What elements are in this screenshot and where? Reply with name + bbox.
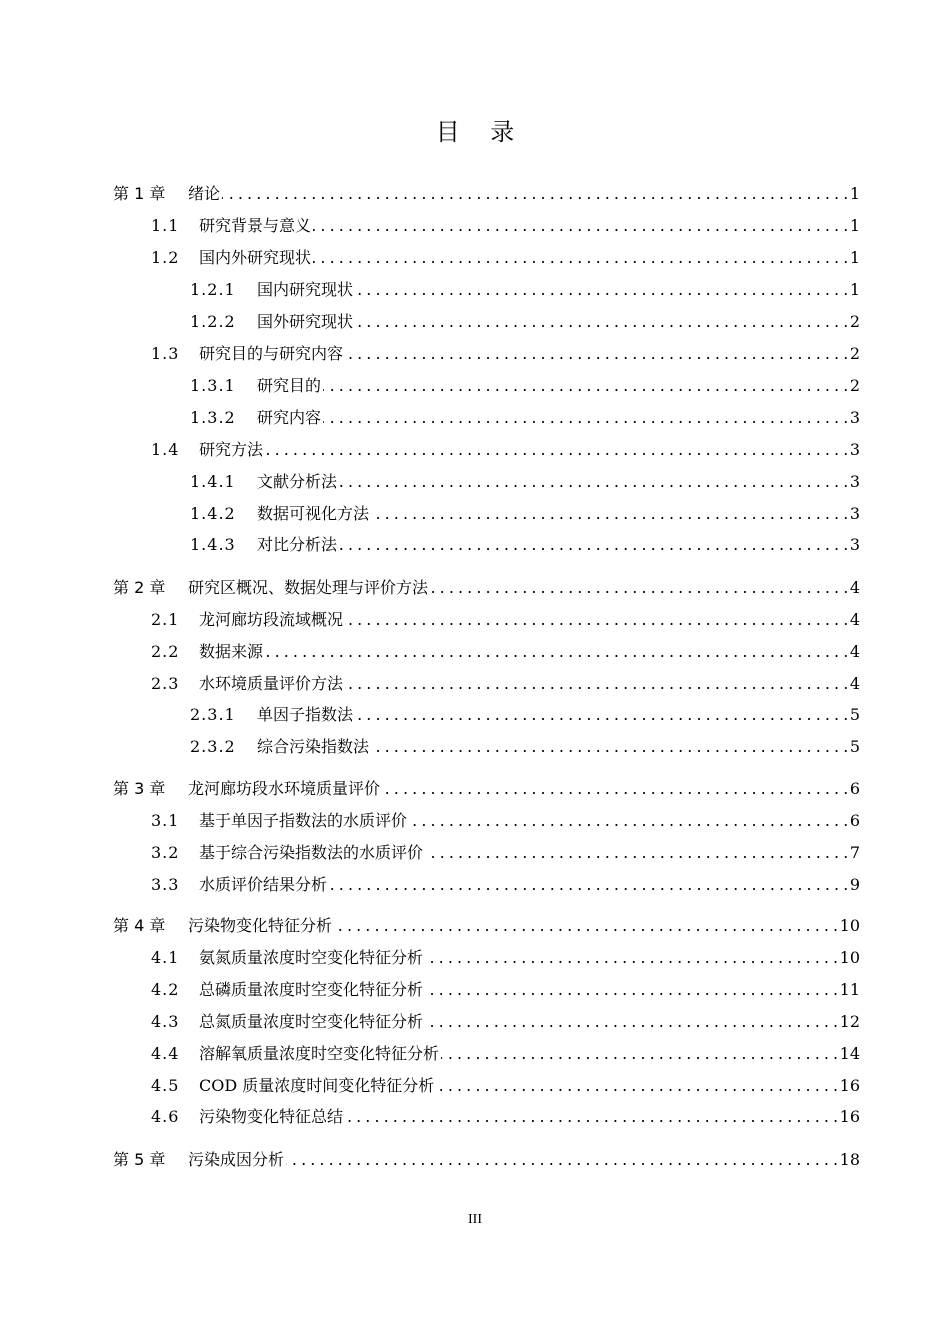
toc-entry-title: 对比分析法: [257, 535, 338, 554]
toc-entry-number: 1.3.1: [190, 376, 236, 395]
toc-dot-leader: [339, 529, 848, 561]
toc-dot-leader: [334, 910, 838, 942]
toc-entry-title: 文献分析法: [257, 472, 338, 491]
toc-entry-page-number: 6: [849, 811, 860, 830]
toc-entry-title: 绪论: [188, 184, 221, 203]
toc-entry[interactable]: [113, 1101, 860, 1133]
toc-entry-number: 1.4.1: [190, 472, 236, 491]
toc-entry[interactable]: [113, 306, 860, 338]
toc-entry-title: 龙河廊坊段水环境质量评价: [188, 779, 381, 798]
toc-entry-number: 1.2.1: [190, 280, 236, 299]
toc-entry-page-number: 2: [849, 376, 860, 395]
toc-entry-page-number: 2: [849, 344, 860, 363]
toc-entry-title: 总磷质量浓度时空变化特征分析: [199, 980, 424, 999]
toc-dot-leader: [425, 1006, 838, 1038]
toc-entry-page-number: 9: [849, 875, 860, 894]
toc-entry-number: 3.3: [151, 875, 180, 894]
toc-entry-number: 4.3: [151, 1012, 180, 1031]
toc-dot-leader: [441, 1038, 838, 1070]
toc-entry-number: 2.2: [151, 642, 180, 661]
toc-entry[interactable]: [113, 274, 860, 306]
toc-entry-title: 龙河廊坊段流域概况: [199, 610, 344, 629]
toc-entry-page-number: 3: [849, 408, 860, 427]
toc-entry-number: 1.4: [151, 440, 180, 459]
toc-entry-number: 第 3 章: [113, 779, 166, 798]
toc-dot-leader: [345, 604, 848, 636]
toc-entry-number: 4.5: [151, 1076, 180, 1095]
toc-entry-page-number: 1: [849, 216, 860, 235]
toc-entry-page-number: 5: [849, 705, 860, 724]
toc-entry-page-number: 7: [849, 843, 860, 862]
toc-dot-leader: [345, 338, 848, 370]
toc-entry-number: 3.2: [151, 843, 180, 862]
toc-entry-page-number: 12: [839, 1012, 860, 1031]
toc-dot-leader: [382, 773, 848, 805]
toc-entry-page-number: 1: [849, 248, 860, 267]
toc-entry[interactable]: [113, 974, 860, 1006]
toc-entry-title: 总氮质量浓度时空变化特征分析: [199, 1012, 424, 1031]
toc-dot-leader: [323, 402, 848, 434]
toc-entry[interactable]: [113, 210, 860, 242]
toc-entry[interactable]: [113, 636, 860, 668]
toc-entry-title: 氨氮质量浓度时空变化特征分析: [199, 948, 424, 967]
toc-entry-title: 国外研究现状: [257, 312, 354, 331]
toc-dot-leader: [345, 1101, 838, 1133]
toc-dot-leader: [222, 178, 848, 210]
toc-entry-page-number: 11: [839, 980, 860, 999]
toc-entry[interactable]: [113, 869, 860, 901]
toc-dot-leader: [355, 699, 848, 731]
toc-entry-title: 单因子指数法: [257, 705, 354, 724]
toc-entry[interactable]: [113, 668, 860, 700]
toc-entry[interactable]: [113, 1144, 860, 1176]
toc-dot-leader: [355, 274, 848, 306]
toc-dot-leader: [409, 805, 848, 837]
table-of-contents: [113, 0, 860, 1344]
toc-entry-title: 基于单因子指数法的水质评价: [199, 811, 408, 830]
toc-dot-leader: [430, 572, 848, 604]
toc-entry-title: 污染物变化特征总结: [199, 1107, 344, 1126]
toc-entry-number: 1.2: [151, 248, 180, 267]
toc-entry-page-number: 16: [839, 1107, 860, 1126]
toc-entry-page-number: 1: [849, 184, 860, 203]
toc-entry-page-number: 10: [839, 948, 860, 967]
page-title: 目 录: [435, 118, 515, 146]
toc-entry[interactable]: [113, 466, 860, 498]
toc-entry-page-number: 14: [839, 1044, 860, 1063]
toc-entry-page-number: 1: [849, 280, 860, 299]
toc-entry-title: 污染物变化特征分析: [188, 916, 333, 935]
toc-entry-page-number: 4: [849, 610, 860, 629]
toc-dot-leader: [371, 731, 848, 763]
toc-entry[interactable]: [113, 910, 860, 942]
toc-entry[interactable]: [113, 1070, 860, 1102]
toc-entry[interactable]: [113, 370, 860, 402]
toc-entry-number: 2.1: [151, 610, 180, 629]
toc-entry[interactable]: [113, 731, 860, 763]
toc-entry-title: 研究目的与研究内容: [199, 344, 344, 363]
toc-entry-number: 1.3.2: [190, 408, 236, 427]
toc-entry-number: 第 1 章: [113, 184, 166, 203]
toc-entry-number: 2.3: [151, 674, 180, 693]
toc-entry-number: 4.1: [151, 948, 180, 967]
toc-entry-number: 第 4 章: [113, 916, 166, 935]
toc-entry-page-number: 10: [839, 916, 860, 935]
toc-entry-page-number: 5: [849, 737, 860, 756]
toc-entry-number: 1.4.3: [190, 535, 236, 554]
toc-dot-leader: [425, 942, 838, 974]
toc-entry-title: 综合污染指数法: [257, 737, 370, 756]
toc-dot-leader: [265, 434, 848, 466]
toc-entry-page-number: 4: [849, 642, 860, 661]
toc-entry[interactable]: [113, 1038, 860, 1070]
toc-entry-page-number: 3: [849, 440, 860, 459]
toc-entry-number: 1.1: [151, 216, 180, 235]
toc-entry-number: 4.6: [151, 1107, 180, 1126]
toc-entry-title: 污染成因分析: [188, 1150, 285, 1169]
toc-entry[interactable]: [113, 805, 860, 837]
toc-dot-leader: [313, 210, 848, 242]
toc-entry-title: 水质评价结果分析: [199, 875, 328, 894]
toc-entry-title: 研究目的: [257, 376, 322, 395]
toc-entry-title: 研究背景与意义: [199, 216, 312, 235]
toc-entry[interactable]: [113, 434, 860, 466]
toc-dot-leader: [339, 466, 848, 498]
toc-entry-number: 1.2.2: [190, 312, 236, 331]
toc-entry[interactable]: [113, 773, 860, 805]
toc-entry-title: 数据来源: [199, 642, 264, 661]
toc-entry-page-number: 4: [849, 578, 860, 597]
toc-entry[interactable]: [113, 402, 860, 434]
toc-dot-leader: [265, 636, 848, 668]
toc-entry[interactable]: [113, 178, 860, 210]
toc-entry-title: 研究区概况、数据处理与评价方法: [188, 578, 429, 597]
toc-entry-number: 2.3.2: [190, 737, 236, 756]
toc-dot-leader: [355, 306, 848, 338]
toc-dot-leader: [286, 1144, 838, 1176]
toc-dot-leader: [371, 498, 848, 530]
toc-dot-leader: [425, 837, 848, 869]
toc-entry-title: 国内外研究现状: [199, 248, 312, 267]
toc-dot-leader: [425, 974, 838, 1006]
toc-entry-page-number: 3: [849, 535, 860, 554]
toc-entry-number: 1.3: [151, 344, 180, 363]
toc-dot-leader: [323, 370, 848, 402]
toc-entry-number: 第 2 章: [113, 578, 166, 597]
toc-entry-title: COD 质量浓度时间变化特征分析: [199, 1076, 435, 1095]
toc-entry-title: 研究内容: [257, 408, 322, 427]
toc-entry-title: 基于综合污染指数法的水质评价: [199, 843, 424, 862]
toc-entry-page-number: 3: [849, 504, 860, 523]
toc-entry-number: 1.4.2: [190, 504, 236, 523]
toc-entry[interactable]: [113, 837, 860, 869]
toc-entry[interactable]: [113, 498, 860, 530]
toc-entry-page-number: 6: [849, 779, 860, 798]
toc-dot-leader: [313, 242, 848, 274]
toc-entry-number: 3.1: [151, 811, 180, 830]
toc-entry-title: 研究方法: [199, 440, 264, 459]
page-number-footer: III: [468, 1212, 482, 1227]
toc-entry-title: 数据可视化方法: [257, 504, 370, 523]
toc-entry[interactable]: [113, 604, 860, 636]
toc-entry-title: 国内研究现状: [257, 280, 354, 299]
toc-entry-page-number: 4: [849, 674, 860, 693]
toc-entry-page-number: 3: [849, 472, 860, 491]
toc-dot-leader: [345, 668, 848, 700]
toc-entry-page-number: 16: [839, 1076, 860, 1095]
toc-entry-number: 4.2: [151, 980, 180, 999]
toc-entry[interactable]: [113, 529, 860, 561]
toc-dot-leader: [436, 1070, 837, 1102]
toc-entry-title: 溶解氧质量浓度时空变化特征分析: [199, 1044, 440, 1063]
toc-entry[interactable]: [113, 242, 860, 274]
toc-entry-number: 4.4: [151, 1044, 180, 1063]
toc-entry[interactable]: [113, 338, 860, 370]
toc-dot-leader: [329, 869, 848, 901]
toc-entry-number: 2.3.1: [190, 705, 236, 724]
toc-entry-number: 第 5 章: [113, 1150, 166, 1169]
toc-entry-title: 水环境质量评价方法: [199, 674, 344, 693]
toc-entry[interactable]: [113, 942, 860, 974]
toc-entry[interactable]: [113, 699, 860, 731]
toc-entry[interactable]: [113, 572, 860, 604]
toc-entry[interactable]: [113, 1006, 860, 1038]
toc-entry-page-number: 2: [849, 312, 860, 331]
toc-entry-page-number: 18: [839, 1150, 860, 1169]
